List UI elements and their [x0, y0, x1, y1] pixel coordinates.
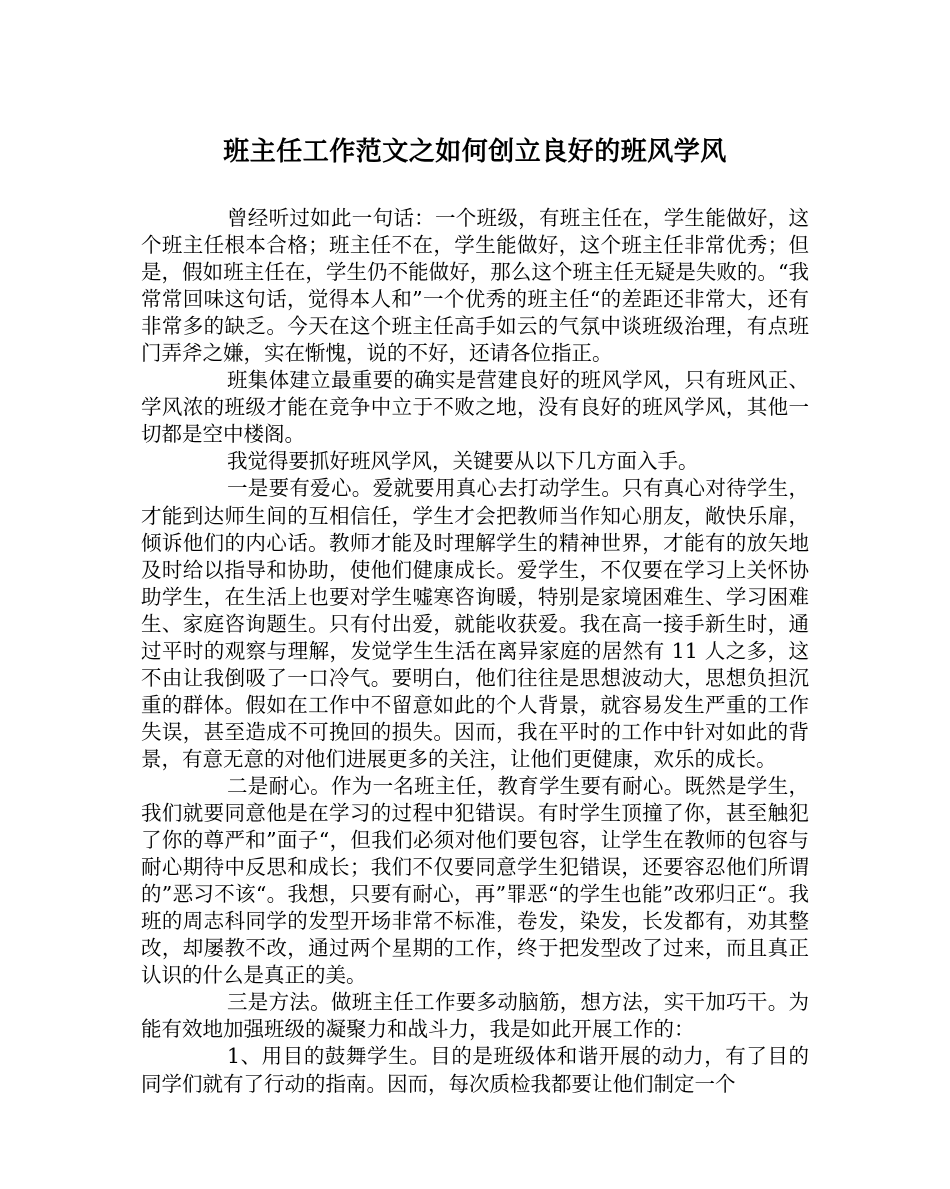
- paragraph-key-aspects: 我觉得要抓好班风学风，关键要从以下几方面入手。: [227, 449, 699, 474]
- paragraph-class-spirit: 班集体建立最重要的确实是营建良好的班风学风，只有班风正、学风浓的班级才能在竞争中立于不败之地，没有良好的班风学风，其他一切都是空中楼阁。: [141, 368, 809, 447]
- document-title: 班主任工作范文之如何创立良好的班风学风: [223, 137, 727, 167]
- paragraph-love: 一是要有爱心。爱就要用真心去打动学生。只有真心对待学生，才能到达师生间的互相信任，学生才会把教师当作知心朋友，敞快乐扉，倾诉他们的内心话。教师才能及时理解学生的精神世界，才能有的放矢地及时给以指导和协助，使他们健康成长。爱学生，不仅要在学习上关怀协助学生，在生活上也要对学生嘘寒咨询暖，特别是家境困难生、学习困难生、家庭咨询题生。只有付出爱，就能收获爱。我在高一接手新生时，通过平时的观察与理解，发觉学生生活在离异家庭的居然有 11 人之多，这不由让我倒吸了一口冷气。要明白，他们往往是思想波动大，思想负担沉重的群体。假如在工作中不留意如此的个人背景，就容易发生严重的工作失误，甚至造成不可挽回的损失。因而，我在平时的工作中针对如此的背景，有意无意的对他们进展更多的关注，让他们更健康，欢乐的成长。: [141, 476, 809, 771]
- document-body: [141, 205, 809, 1098]
- paragraph-methods: 三是方法。做班主任工作要多动脑筋，想方法，实干加巧干。为能有效地加强班级的凝聚力和战斗力，我是如此开展工作的：: [141, 990, 809, 1042]
- paragraph-patience: 二是耐心。作为一名班主任，教育学生要有耐心。既然是学生，我们就要同意他是在学习的过程中犯错误。有时学生顶撞了你，甚至触犯了你的尊严和”面子“，但我们必须对他们要包容，让学生在教师的包容与耐心期待中反思和成长；我们不仅要同意学生犯错误，还要容忍他们所谓的”恶习不该“。我想，只要有耐心，再”罪恶“的学生也能”改邪归正“。我班的周志科同学的发型开场非常不标准，卷发，染发，长发都有，劝其整改，却屡教不改，通过两个星期的工作，终于把发型改了过来，而且真正认识的什么是真正的美。: [141, 773, 809, 988]
- paragraph-intro: 曾经听过如此一句话：一个班级，有班主任在，学生能做好，这个班主任根本合格；班主任不在，学生能做好，这个班主任非常优秀；但是，假如班主任在，学生仍不能做好，那么这个班主任无疑是失败的。“我常常回味这句话，觉得本人和”一个优秀的班主任“的差距还非常大，还有非常多的缺乏。今天在这个班主任高手如云的气氛中谈班级治理，有点班门弄斧之嫌，实在惭愧，说的不好，还请各位指正。: [141, 206, 809, 366]
- paragraph-goals: 1、用目的鼓舞学生。目的是班级体和谐开展的动力，有了目的同学们就有了行动的指南。因而，每次质检我都要让他们制定一个: [141, 1044, 809, 1096]
